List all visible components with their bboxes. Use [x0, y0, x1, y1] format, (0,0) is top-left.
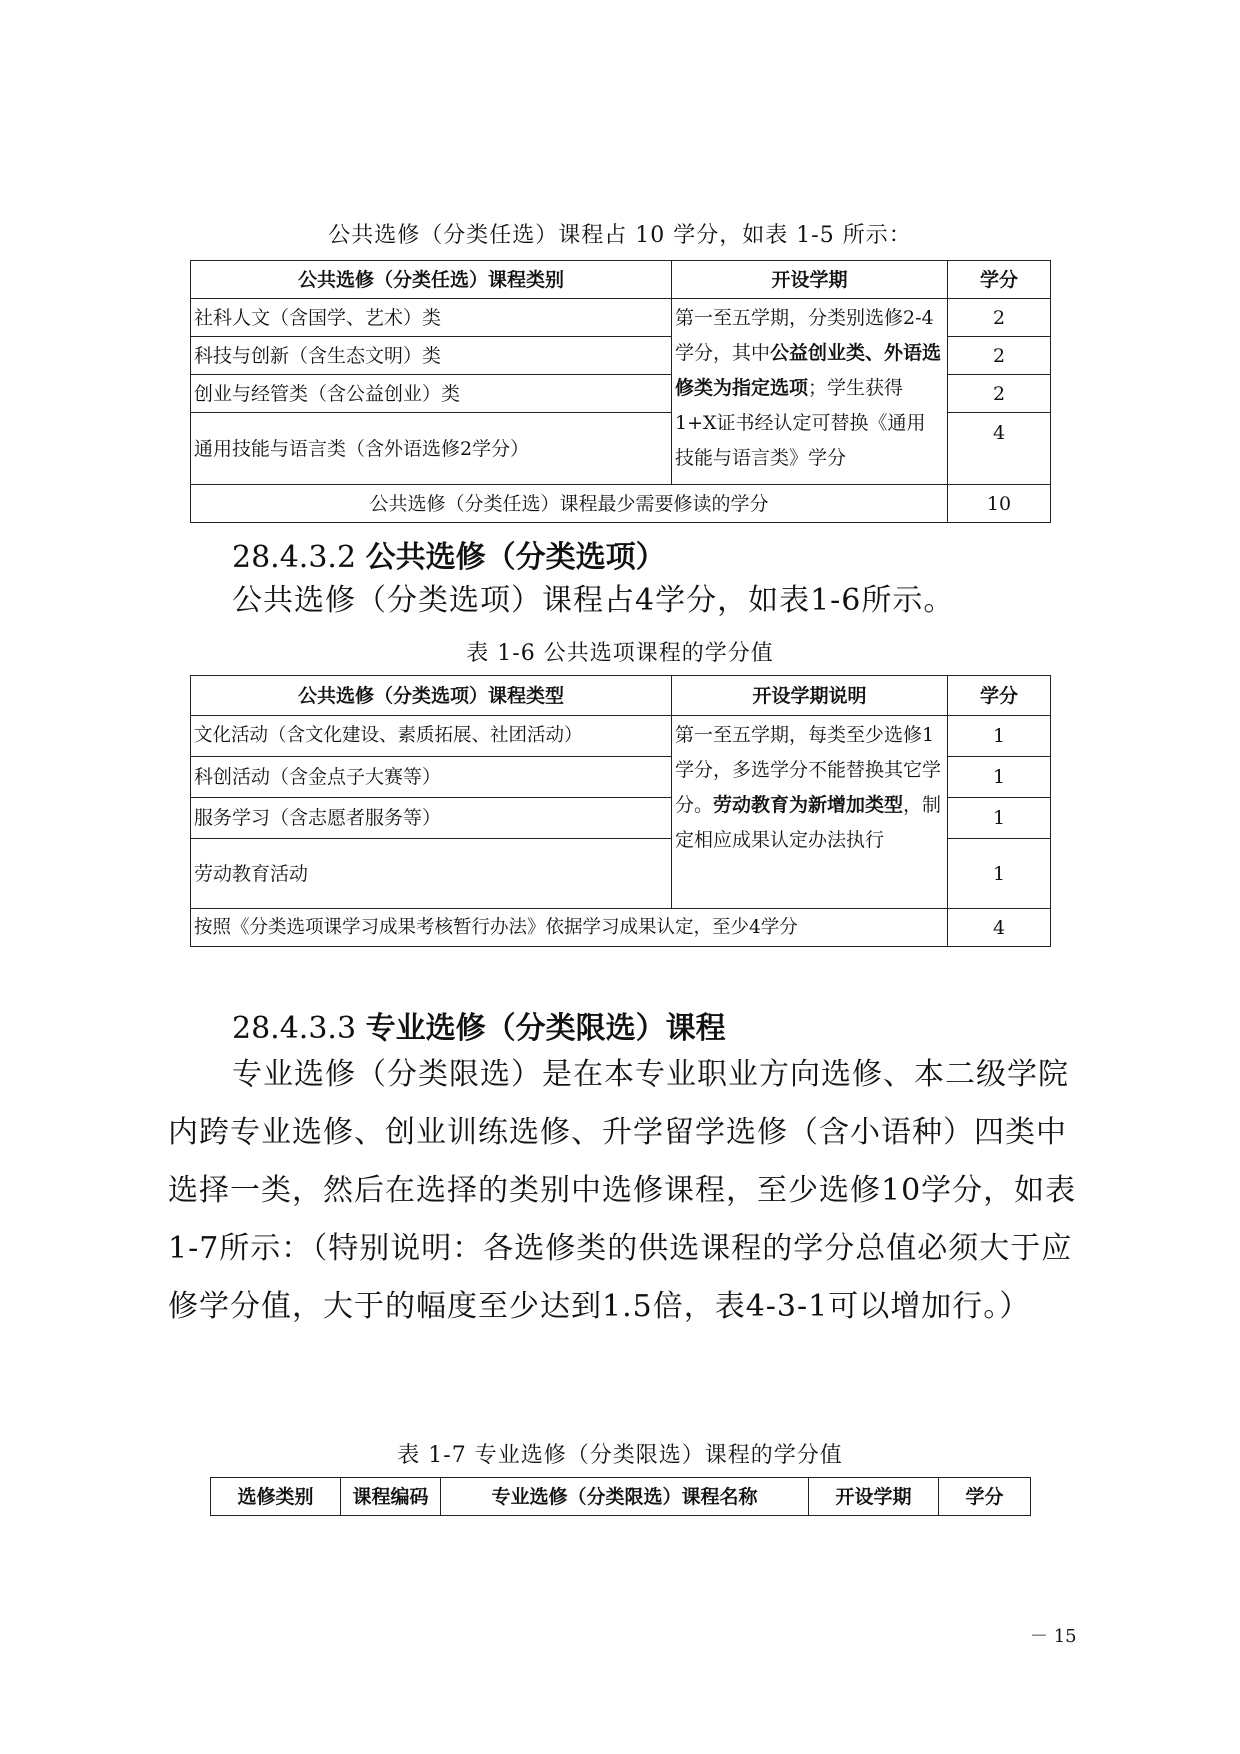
table-row: [191, 299, 1051, 337]
table-1-6-credits-cell: 1: [948, 798, 1051, 839]
table-1-6-credits-cell: 1: [948, 839, 1051, 909]
table-1-5-header-semester: 开设学期: [672, 261, 948, 299]
para-table-1-7: 专业选修（分类限选）是在本专业职业方向选修、本二级学院内跨专业选修、创业训练选修、升学留学选修（含小语种）四类中选择一类，然后在选择的类别中选修课程，至少选修10学分，如表1-7所示：（特别说明：各选修类的供选课程的学分总值必须大于应修学分值，大于的幅度至少达到1.5倍，表4-3-1可以增加行。）: [168, 1057, 1077, 1324]
table-1-6-category-cell: 文化活动（含文化建设、素质拓展、社团活动）: [191, 716, 672, 757]
table-1-7-header-semester: 开设学期: [809, 1478, 939, 1516]
caption-table-1-7: 表 1-7 专业选修（分类限选）课程的学分值: [397, 1443, 843, 1468]
heading-28-4-3-2: [232, 532, 666, 576]
table-1-5-category-cell: 社科人文（含国学、艺术）类: [191, 299, 672, 337]
table-1-6-footer-label: 按照《分类选项课学习成果考核暂行办法》依据学习成果认定，至少4学分: [191, 909, 948, 947]
table-1-7-header-credits: 学分: [939, 1478, 1031, 1516]
table-1-7: [210, 1477, 1031, 1516]
table-1-5-header-category: 公共选修（分类任选）课程类别: [191, 261, 672, 299]
table-1-6-credits-cell: 1: [948, 716, 1051, 757]
table-1-6-category-cell: 科创活动（含金点子大赛等）: [191, 757, 672, 798]
table-1-6-category-cell: 劳动教育活动: [191, 839, 672, 909]
table-1-6-header-semester: 开设学期说明: [672, 676, 948, 716]
table-1-5-semester-note: 第一至五学期，分类别选修2-4学分，其中公益创业类、外语选修类为指定选项；学生获得1+X证书经认定可替换《通用技能与语言类》学分: [672, 299, 948, 485]
table-1-6: [190, 675, 1051, 947]
table-1-5-footer-credits: 10: [948, 485, 1051, 523]
heading-28-4-3-3: [232, 1003, 726, 1047]
caption-table-1-6: 表 1-6 公共选项课程的学分值: [466, 641, 774, 666]
heading-title: 公共选修（分类选项）: [365, 540, 666, 575]
table-1-5-credits-cell: 2: [948, 337, 1051, 375]
table-row: [191, 716, 1051, 757]
page-number: － 15: [1030, 1626, 1077, 1647]
table-1-6-header-credits: 学分: [948, 676, 1051, 716]
table-1-5-credits-cell: 2: [948, 375, 1051, 413]
heading-number: 28.4.3.2: [232, 540, 357, 575]
table-row: [191, 909, 1051, 947]
table-1-6-footer-credits: 4: [948, 909, 1051, 947]
table-1-7-header-code: 课程编码: [341, 1478, 441, 1516]
table-1-6-header-category: 公共选修（分类选项）课程类型: [191, 676, 672, 716]
table-1-5-category-cell: 通用技能与语言类（含外语选修2学分）: [191, 413, 672, 485]
table-1-5-intro: 公共选修（分类任选）课程占 10 学分，如表 1-5 所示：: [328, 223, 912, 248]
table-1-5-credits-cell: 2: [948, 299, 1051, 337]
heading-title: 专业选修（分类限选）课程: [365, 1011, 726, 1046]
table-1-5-credits-cell: 4: [948, 413, 1051, 485]
table-1-6-category-cell: 服务学习（含志愿者服务等）: [191, 798, 672, 839]
table-1-5-category-cell: 科技与创新（含生态文明）类: [191, 337, 672, 375]
table-1-6-semester-note: 第一至五学期，每类至少选修1学分，多选学分不能替换其它学分。劳动教育为新增加类型，制定相应成果认定办法执行: [672, 716, 948, 909]
table-1-5: [190, 260, 1051, 523]
table-1-7-header-type: 选修类别: [211, 1478, 341, 1516]
table-1-7-header-name: 专业选修（分类限选）课程名称: [441, 1478, 809, 1516]
table-row: [191, 485, 1051, 523]
para-table-1-6: 公共选修（分类选项）课程占4学分，如表1-6所示。: [232, 583, 955, 618]
heading-number: 28.4.3.3: [232, 1011, 357, 1046]
table-1-5-footer-label: 公共选修（分类任选）课程最少需要修读的学分: [191, 485, 948, 523]
table-1-5-header-credits: 学分: [948, 261, 1051, 299]
table-1-5-category-cell: 创业与经管类（含公益创业）类: [191, 375, 672, 413]
table-1-6-credits-cell: 1: [948, 757, 1051, 798]
